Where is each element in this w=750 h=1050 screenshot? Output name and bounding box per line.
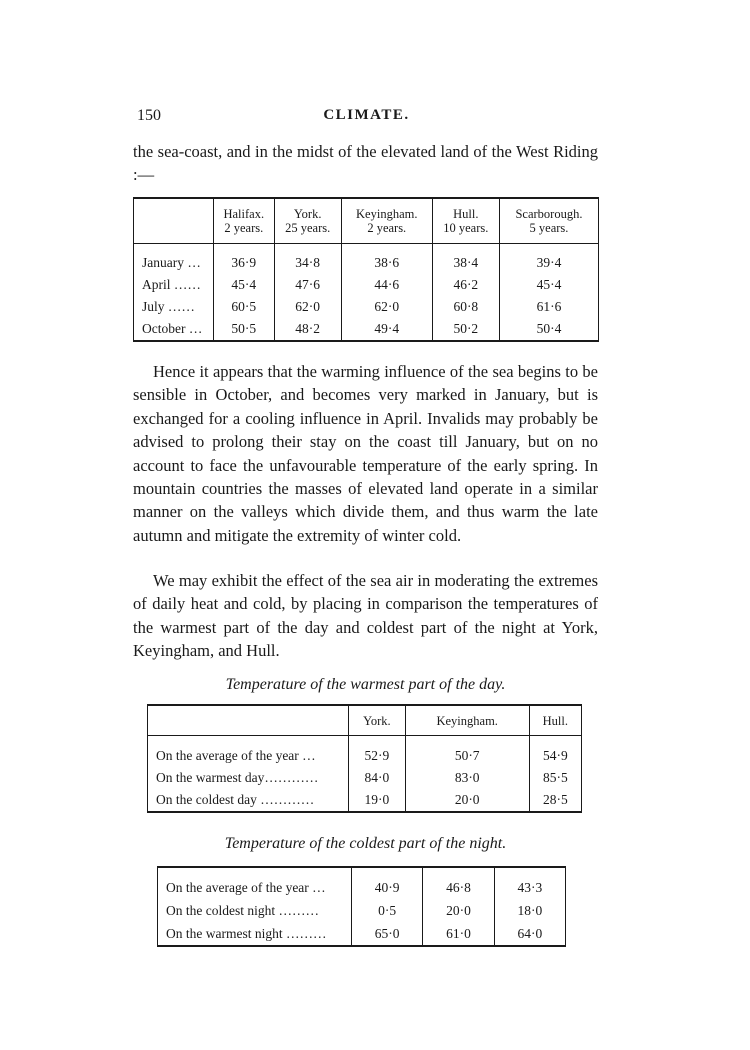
row-label: On the warmest day………… [156, 770, 319, 785]
table-row [148, 789, 582, 812]
table-cell: 84·0 [349, 767, 406, 789]
column-place: Halifax. [223, 207, 265, 221]
column-years: 5 years. [529, 221, 569, 235]
table-cell: 49·4 [341, 318, 432, 341]
page-number: 150 [137, 107, 161, 124]
body-paragraph: We may exhibit the effect of the sea air in moderating the extremes of daily heat and cold, by placing in comparison the temperatures of the warmest part of the day and coldest part of the night at York, Keyingham, and Hull. [133, 571, 598, 661]
table-cell: 46·8 [423, 867, 494, 899]
table-row [134, 244, 599, 275]
column-header: Hull. [529, 705, 581, 736]
table-cell: 62·0 [341, 296, 432, 318]
row-label: July …… [142, 299, 195, 314]
table-cell: 60·5 [214, 296, 275, 318]
table-cell: 38·6 [341, 244, 432, 275]
column-header [214, 198, 275, 244]
column-header [499, 198, 598, 244]
table-caption: Temperature of the warmest part of the day. [225, 676, 506, 693]
table-row [148, 767, 582, 789]
table-cell: 54·9 [529, 736, 581, 768]
table-cell: 36·9 [214, 244, 275, 275]
table-row [158, 922, 566, 946]
table-cell: 60·8 [432, 296, 499, 318]
table-cell: 45·4 [499, 274, 598, 296]
table-header-row [148, 705, 582, 736]
warmest-day-table [147, 704, 582, 813]
column-years: 2 years. [367, 221, 407, 235]
table-row [134, 274, 599, 296]
row-label: On the coldest day ………… [156, 792, 315, 807]
row-label: January … [142, 255, 201, 270]
table-cell: 48·2 [274, 318, 341, 341]
column-place: Keyingham. [356, 207, 418, 221]
table-cell: 39·4 [499, 244, 598, 275]
row-label: On the warmest night ……… [166, 925, 327, 941]
coldest-night-table [157, 866, 566, 947]
column-header: Keyingham. [405, 705, 529, 736]
table-cell: 50·2 [432, 318, 499, 341]
table-row [158, 899, 566, 922]
table-cell: 44·6 [341, 274, 432, 296]
monthly-temperature-table [133, 197, 599, 342]
table-cell: 34·8 [274, 244, 341, 275]
table-row [134, 296, 599, 318]
table-cell: 40·9 [352, 867, 423, 899]
column-years: 25 years. [285, 221, 331, 235]
table-cell: 47·6 [274, 274, 341, 296]
column-header: York. [349, 705, 406, 736]
table-cell: 38·4 [432, 244, 499, 275]
table-caption: Temperature of the coldest part of the night. [224, 835, 507, 852]
column-header [432, 198, 499, 244]
table-cell: 52·9 [349, 736, 406, 768]
row-label: On the average of the year … [166, 879, 326, 895]
table-cell: 61·0 [423, 922, 494, 946]
column-header [274, 198, 341, 244]
body-paragraph: Hence it appears that the warming influence of the sea begins to be sensible in October, and becomes very marked in January, but is exchanged for a cooling influence in April. Invalids may probably be advised to prolong their stay on the coast till January, but on no account to face the unfavourable temperature of the early spring. In mountain countries the masses of elevated land operate in a similar manner on the valleys which divide them, and thus warm the late autumn and mitigate the extremity of winter cold. [133, 362, 598, 545]
table-cell: 50·7 [405, 736, 529, 768]
intro-paragraph: the sea-coast, and in the midst of the elevated land of the West Riding :— [133, 142, 598, 185]
table-cell: 85·5 [529, 767, 581, 789]
row-label: April …… [142, 277, 201, 292]
column-place: Hull. [453, 207, 479, 221]
table-cell: 50·4 [499, 318, 598, 341]
table-header-row [134, 198, 599, 244]
page-header [135, 107, 598, 129]
table-cell: 20·0 [423, 899, 494, 922]
column-years: 10 years. [443, 221, 489, 235]
row-label: On the coldest night ……… [166, 902, 319, 918]
row-label: October … [142, 321, 203, 336]
column-years: 2 years. [224, 221, 264, 235]
table-row [134, 318, 599, 341]
header-blank-cell [148, 705, 349, 736]
table-cell: 28·5 [529, 789, 581, 812]
table-cell: 46·2 [432, 274, 499, 296]
column-place: Scarborough. [515, 207, 583, 221]
table-cell: 43·3 [494, 867, 565, 899]
table-cell: 18·0 [494, 899, 565, 922]
column-header [341, 198, 432, 244]
header-blank-cell [134, 198, 214, 244]
table-cell: 50·5 [214, 318, 275, 341]
table-cell: 0·5 [352, 899, 423, 922]
column-place: York. [293, 207, 322, 221]
table-row [148, 736, 582, 768]
table-row [158, 867, 566, 899]
table-cell: 19·0 [349, 789, 406, 812]
table-cell: 45·4 [214, 274, 275, 296]
table-cell: 20·0 [405, 789, 529, 812]
row-label: On the average of the year … [156, 748, 316, 763]
running-head: CLIMATE. [323, 107, 410, 123]
table-cell: 65·0 [352, 922, 423, 946]
table-cell: 61·6 [499, 296, 598, 318]
table-cell: 64·0 [494, 922, 565, 946]
table-cell: 83·0 [405, 767, 529, 789]
table-cell: 62·0 [274, 296, 341, 318]
